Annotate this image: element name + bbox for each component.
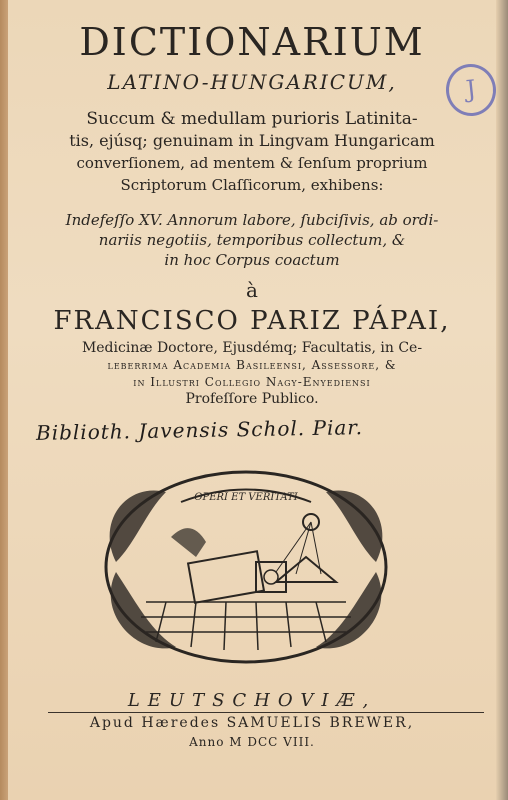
desc-line: in Illuſtri Collegio Nagy-Enyediensi [133, 375, 371, 389]
title-page [8, 0, 496, 800]
page-edge [496, 0, 508, 800]
library-stamp: J [443, 62, 498, 119]
intro-line: Succum & medullam purioris Latinita- [86, 109, 418, 129]
imprint-city: LEUTSCHOVIÆ, [127, 690, 377, 711]
italic-line: Indefeſſo XV. Annorum labore, ſubciſivis, ab ordi- [65, 211, 439, 229]
book-title: DICTIONARIUM [79, 20, 425, 64]
book-subtitle: LATINO-HUNGARICUM, [107, 70, 397, 94]
desc-line: leberrima Academia Basileensi, Aſſeſſore, & [107, 358, 397, 372]
desc-line: Profeſſore Publico. [185, 391, 319, 407]
imprint-year: Anno M DCC VIII. [189, 735, 315, 749]
italic-line: in hoc Corpus coactum [164, 251, 340, 269]
intro-line: converſionem, ad mentem & ſenſum proprium [76, 154, 428, 172]
imprint-rule [48, 712, 484, 713]
italic-description [8, 210, 496, 270]
intro-line: Scriptorum Claſſicorum, exhibens: [120, 176, 384, 194]
engraved-vignette [96, 462, 396, 672]
author-name: FRANCISCO PARIZ PÁPAI, [53, 306, 451, 336]
author-description [8, 340, 496, 408]
preposition-a: à [246, 278, 258, 302]
handwritten-signature: Biblioth. Javensis Schol. Piar. [35, 415, 364, 445]
intro-text [8, 108, 496, 196]
italic-line: nariis negotiis, temporibus collectum, & [98, 231, 406, 249]
imprint-publisher: Apud Hæredes SAMUELIS BREWER, [89, 715, 415, 731]
intro-line: tis, ejúsq; genuinam in Lingvam Hungaricam [69, 131, 435, 150]
vignette-banner-text: OPERI ET VERITATI [194, 492, 298, 503]
desc-line: Medicinæ Doctore, Ejusdémq; Facultatis, in Ce- [81, 340, 423, 356]
